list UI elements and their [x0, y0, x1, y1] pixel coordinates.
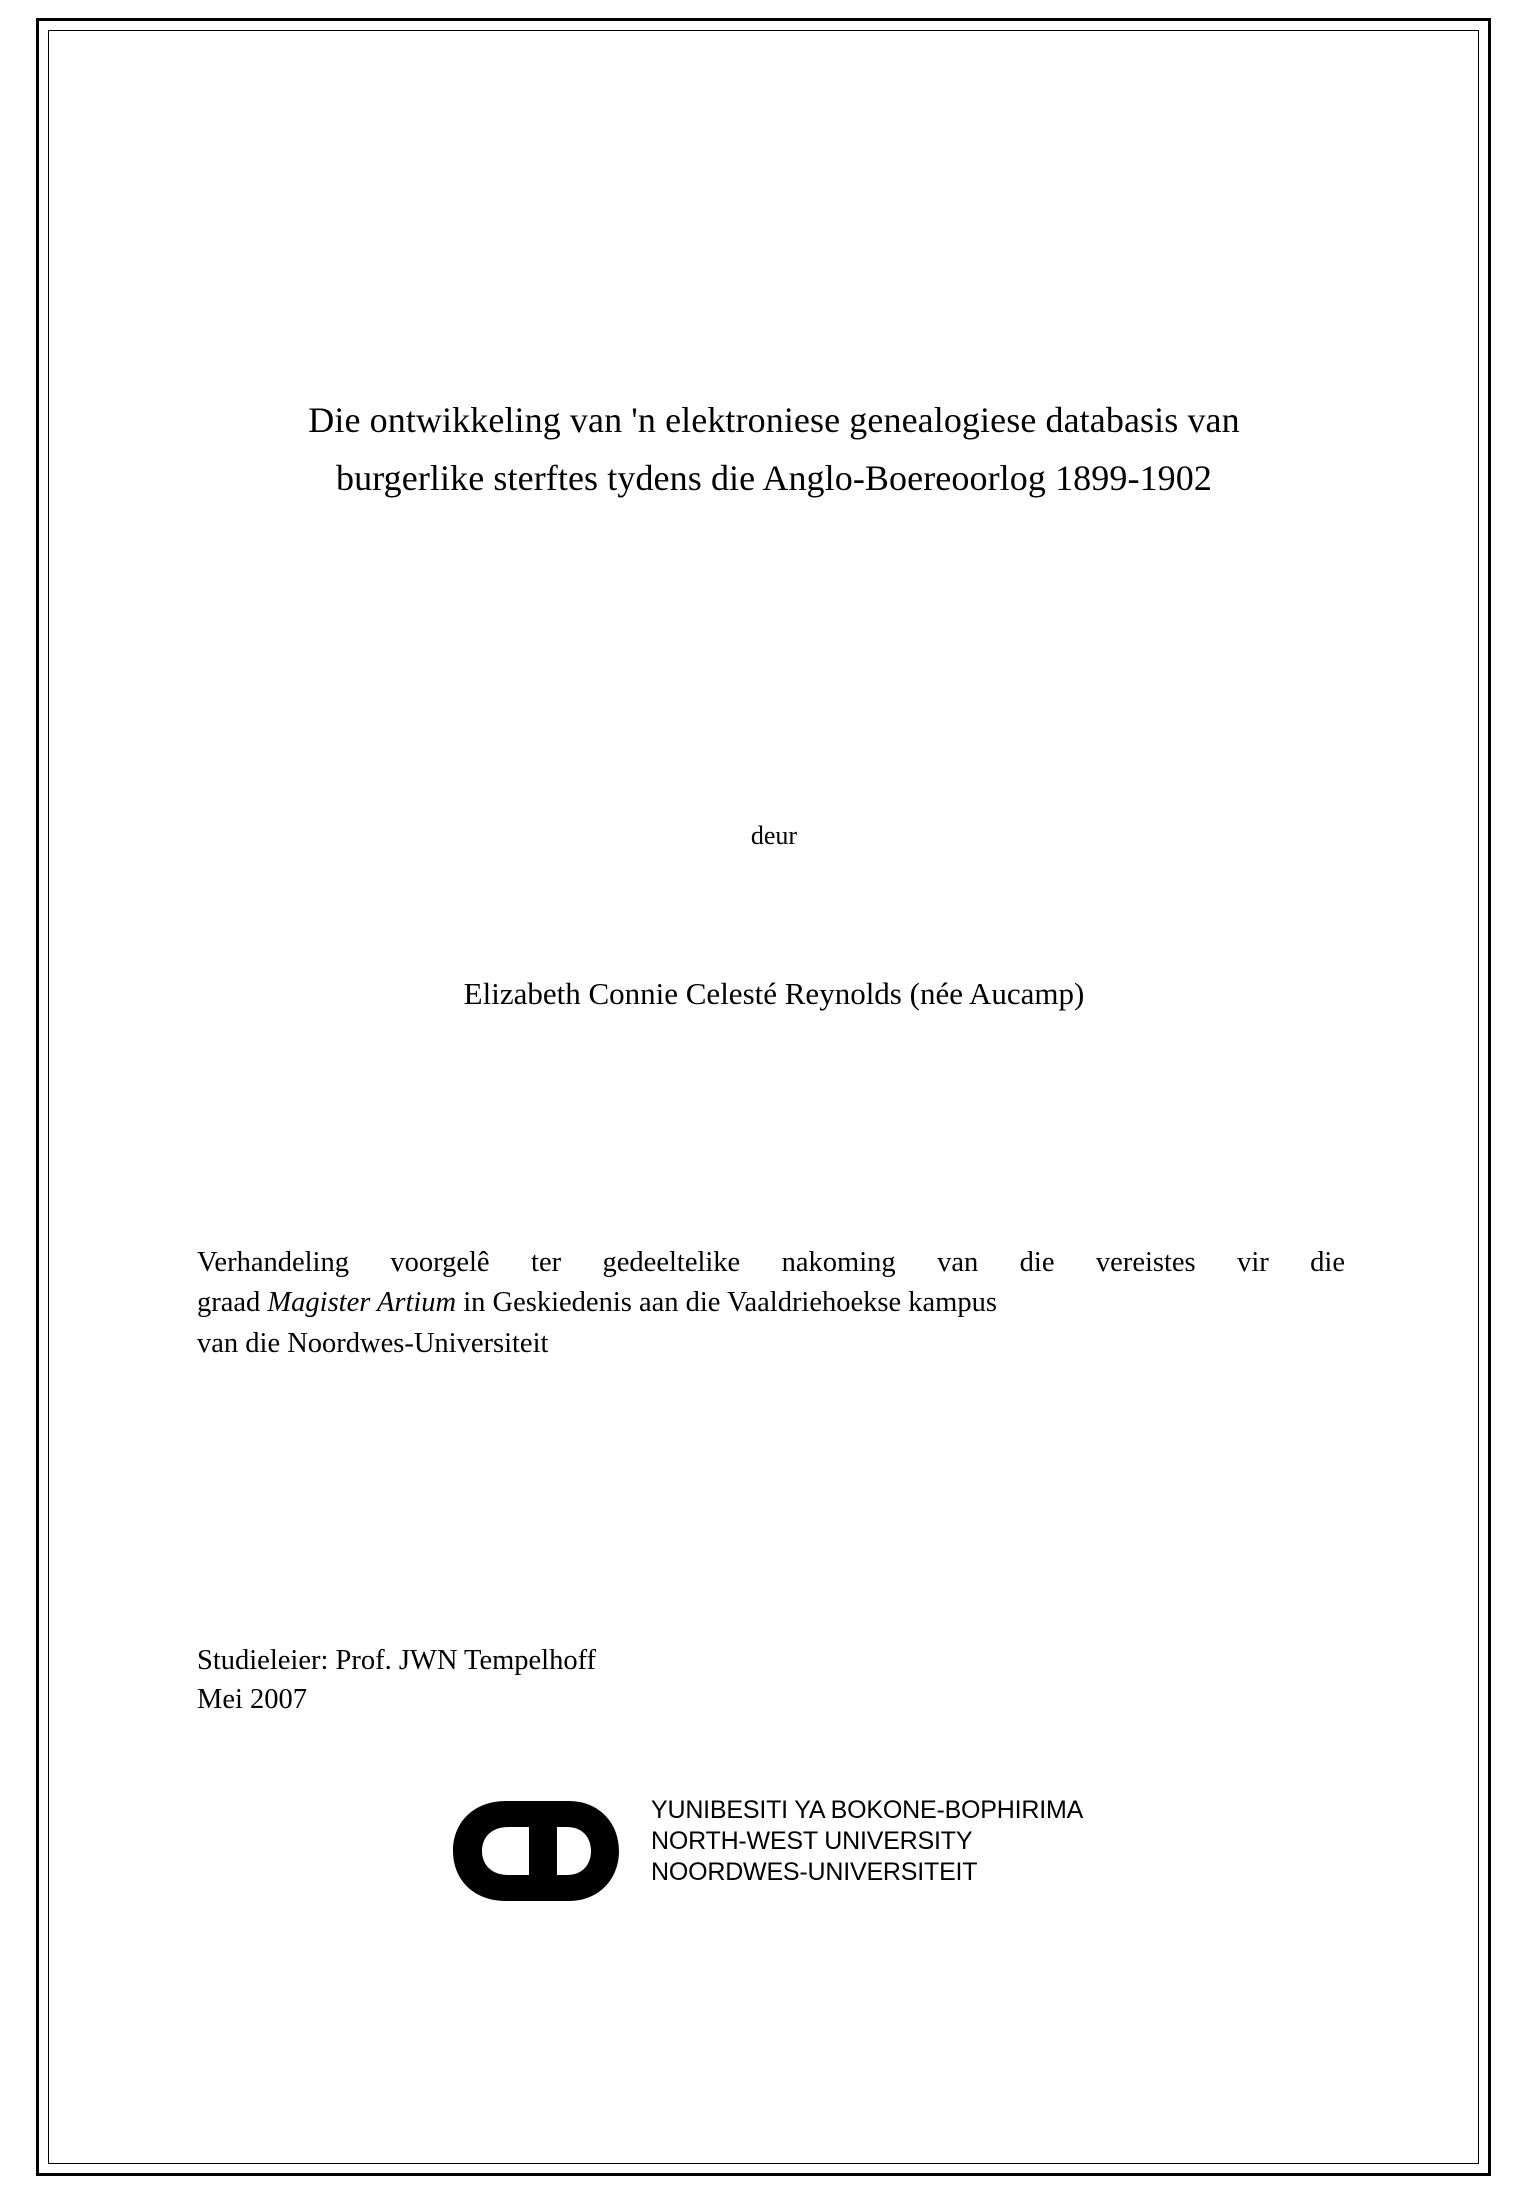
statement-line-3: van die Noordwes-Universiteit — [197, 1327, 549, 1359]
logo-text-line-1: YUNIBESITI YA BOKONE-BOPHIRIMA — [651, 1796, 1084, 1824]
supervisor-line: Studieleier: Prof. JWN Tempelhoff — [197, 1645, 597, 1676]
page-border — [36, 18, 1491, 2176]
statement-line-2 — [197, 1283, 1345, 1323]
degree-name: Magister Artium — [267, 1287, 457, 1319]
page-title — [189, 391, 1359, 508]
author-name: Elizabeth Connie Celesté Reynolds (née Aucamp) — [463, 976, 1085, 1011]
by-word: deur — [750, 821, 798, 850]
footer-info — [197, 1641, 1097, 1720]
title-line-1: Die ontwikkeling van 'n elektroniese genealogiese databasis van — [308, 400, 1240, 440]
logo-text-line-3: NOORDWES-UNIVERSITEIT — [651, 1857, 978, 1886]
university-logo — [451, 1789, 1151, 1919]
statement-line-2-prefix: graad — [197, 1287, 268, 1319]
page-content — [189, 21, 1359, 2173]
submission-statement — [197, 1243, 1345, 1364]
statement-line-2-suffix: in Geskiedenis aan die Vaaldriehoekse kampus — [456, 1287, 997, 1319]
nwu-logo-icon — [451, 1797, 636, 1905]
title-line-2: burgerlike sterftes tydens die Anglo-Boereoorlog 1899-1902 — [336, 458, 1212, 499]
logo-text-line-2: NORTH-WEST UNIVERSITY — [651, 1826, 973, 1855]
logo-text — [651, 1795, 1083, 1887]
date-line: Mei 2007 — [197, 1684, 308, 1716]
statement-line-1: Verhandeling voorgelê ter gedeeltelike nakoming van die vereistes vir die — [197, 1247, 1345, 1278]
